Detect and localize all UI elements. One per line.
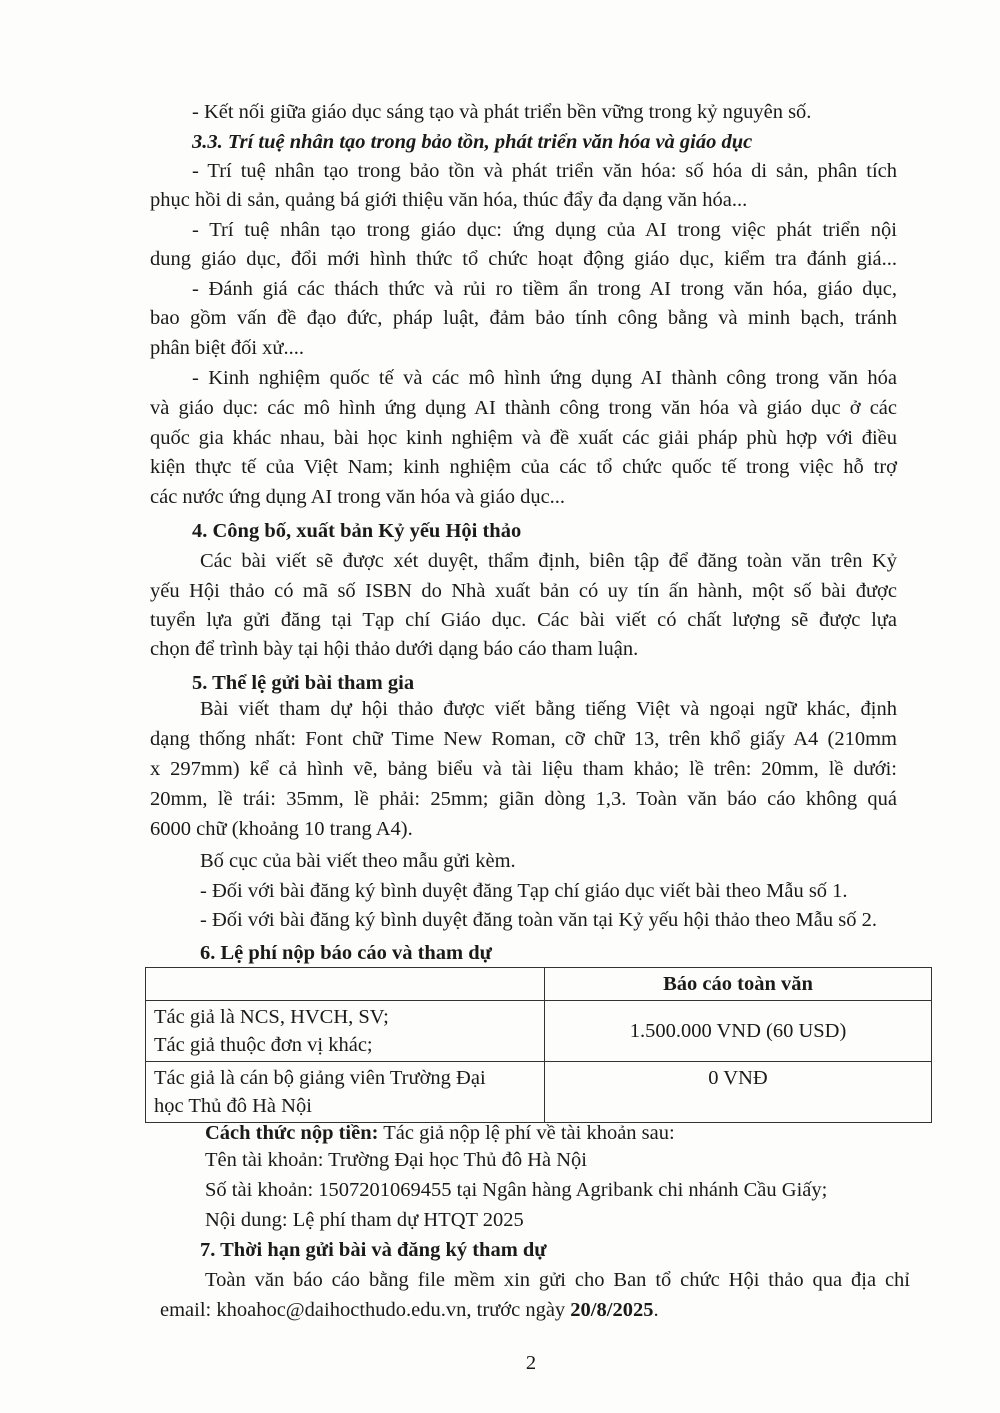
- page-number: 2: [525, 1352, 537, 1374]
- fee-table: [145, 967, 932, 1123]
- text-line: Bố cục của bài viết theo mẫu gửi kèm.: [200, 850, 516, 872]
- text-line: dung giáo dục, đổi mới hình thức tổ chức hoạt động giáo dục, kiểm tra đánh giá...: [150, 248, 897, 270]
- section-heading-5: 5. Thể lệ gửi bài tham gia: [192, 672, 415, 694]
- text-line: - Trí tuệ nhân tạo trong giáo dục: ứng dụng của AI trong việc phát triển nội: [192, 219, 897, 241]
- cell-text: Tác giả là cán bộ giảng viên Trường Đại: [154, 1067, 486, 1089]
- text-line: - Đánh giá các thách thức và rủi ro tiềm ẩn trong AI trong văn hóa, giáo dục,: [192, 278, 897, 300]
- text-line: Bài viết tham dự hội thảo được viết bằng tiếng Việt và ngoại ngữ khác, định: [200, 698, 897, 720]
- cell-fee: 0 VNĐ: [545, 1062, 932, 1123]
- email-text: email: khoahoc@daihocthudo.edu.vn, trước ngày: [160, 1299, 571, 1321]
- cell-text: học Thủ đô Hà Nội: [154, 1095, 312, 1117]
- table-header-row: [146, 968, 932, 1001]
- text-line: chọn để trình bày tại hội thảo dưới dạng báo cáo tham luận.: [150, 638, 639, 660]
- text-line: dạng thống nhất: Font chữ Time New Roman, cỡ chữ 13, trên khổ giấy A4 (210mm: [150, 728, 897, 750]
- text-line: - Đối với bài đăng ký bình duyệt đăng toàn văn tại Kỷ yếu hội thảo theo Mẫu số 2.: [200, 909, 877, 931]
- text-line: x 297mm) kể cả hình vẽ, bảng biểu và tài liệu tham khảo; lề trên: 20mm, lề dưới:: [150, 758, 897, 780]
- text-line: - Trí tuệ nhân tạo trong bảo tồn và phát triển văn hóa: số hóa di sản, phân tích: [192, 160, 897, 182]
- section-heading-3-3: 3.3. Trí tuệ nhân tạo trong bảo tồn, phát triển văn hóa và giáo dục: [192, 131, 753, 153]
- section-heading-4: 4. Công bố, xuất bản Kỷ yếu Hội thảo: [192, 520, 522, 542]
- text-line: - Kinh nghiệm quốc tế và các mô hình ứng dụng AI thành công trong văn hóa: [192, 367, 897, 389]
- account-number: Số tài khoản: 1507201069455 tại Ngân hàng Agribank chi nhánh Cầu Giấy;: [205, 1179, 828, 1201]
- text-line: - Đối với bài đăng ký bình duyệt đăng Tạp chí giáo dục viết bài theo Mẫu số 1.: [200, 880, 848, 902]
- section-heading-6: 6. Lệ phí nộp báo cáo và tham dự: [200, 942, 492, 964]
- cell-text: Tác giả là NCS, HVCH, SV;: [154, 1006, 389, 1028]
- payment-method: [205, 1120, 675, 1146]
- section-heading-7: 7. Thời hạn gửi bài và đăng ký tham dự: [200, 1239, 547, 1261]
- text-line: Toàn văn báo cáo bằng file mềm xin gửi cho Ban tổ chức Hội thảo qua địa chỉ: [205, 1269, 910, 1291]
- column-header: Báo cáo toàn văn: [545, 968, 932, 1001]
- text-line: 6000 chữ (khoảng 10 trang A4).: [150, 818, 413, 840]
- cell-fee: 1.500.000 VND (60 USD): [545, 1001, 932, 1062]
- text-line: quốc gia khác nhau, bài học kinh nghiệm và đề xuất các giải pháp phù hợp với điều: [150, 427, 897, 449]
- text-line: kiện thực tế của Việt Nam; kinh nghiệm của các tổ chức quốc tế trong việc hỗ trợ: [150, 456, 897, 478]
- table-row: [146, 1001, 932, 1062]
- text-line: 20mm, lề trái: 35mm, lề phải: 25mm; giãn dòng 1,3. Toàn văn báo cáo không quá: [150, 788, 897, 810]
- text-line: và giáo dục: các mô hình ứng dụng AI thành công trong văn hóa và giáo dục ở các: [150, 397, 897, 419]
- text-line: Các bài viết sẽ được xét duyệt, thẩm định, biên tập để đăng toàn văn trên Kỷ: [200, 550, 897, 572]
- text-line: phân biệt đối xử....: [150, 337, 305, 359]
- text-line: bao gồm vấn đề đạo đức, pháp luật, đảm bảo tính công bằng và minh bạch, tránh: [150, 307, 897, 329]
- period: .: [653, 1299, 659, 1321]
- text-line: phục hồi di sản, quảng bá giới thiệu văn hóa, thúc đẩy đa dạng văn hóa...: [150, 189, 748, 211]
- payment-intro: Tác giả nộp lệ phí về tài khoản sau:: [378, 1122, 675, 1144]
- text-line: yếu Hội thảo có mã số ISBN do Nhà xuất bản có uy tín ấn hành, một số bài được: [150, 580, 897, 602]
- cell-text: Tác giả thuộc đơn vị khác;: [154, 1034, 373, 1056]
- text-line: - Kết nối giữa giáo dục sáng tạo và phát triển bền vững trong kỷ nguyên số.: [192, 101, 812, 123]
- payment-content: Nội dung: Lệ phí tham dự HTQT 2025: [205, 1209, 524, 1231]
- deadline-line: [160, 1297, 659, 1323]
- account-name: Tên tài khoản: Trường Đại học Thủ đô Hà Nội: [205, 1149, 587, 1171]
- deadline-date: 20/8/2025: [570, 1299, 654, 1321]
- table-row: [146, 1062, 932, 1123]
- payment-label: Cách thức nộp tiền:: [205, 1122, 379, 1144]
- text-line: tuyển lựa gửi đăng tại Tạp chí Giáo dục. Các bài viết có chất lượng sẽ được lựa: [150, 609, 897, 631]
- text-line: các nước ứng dụng AI trong văn hóa và giáo dục...: [150, 486, 566, 508]
